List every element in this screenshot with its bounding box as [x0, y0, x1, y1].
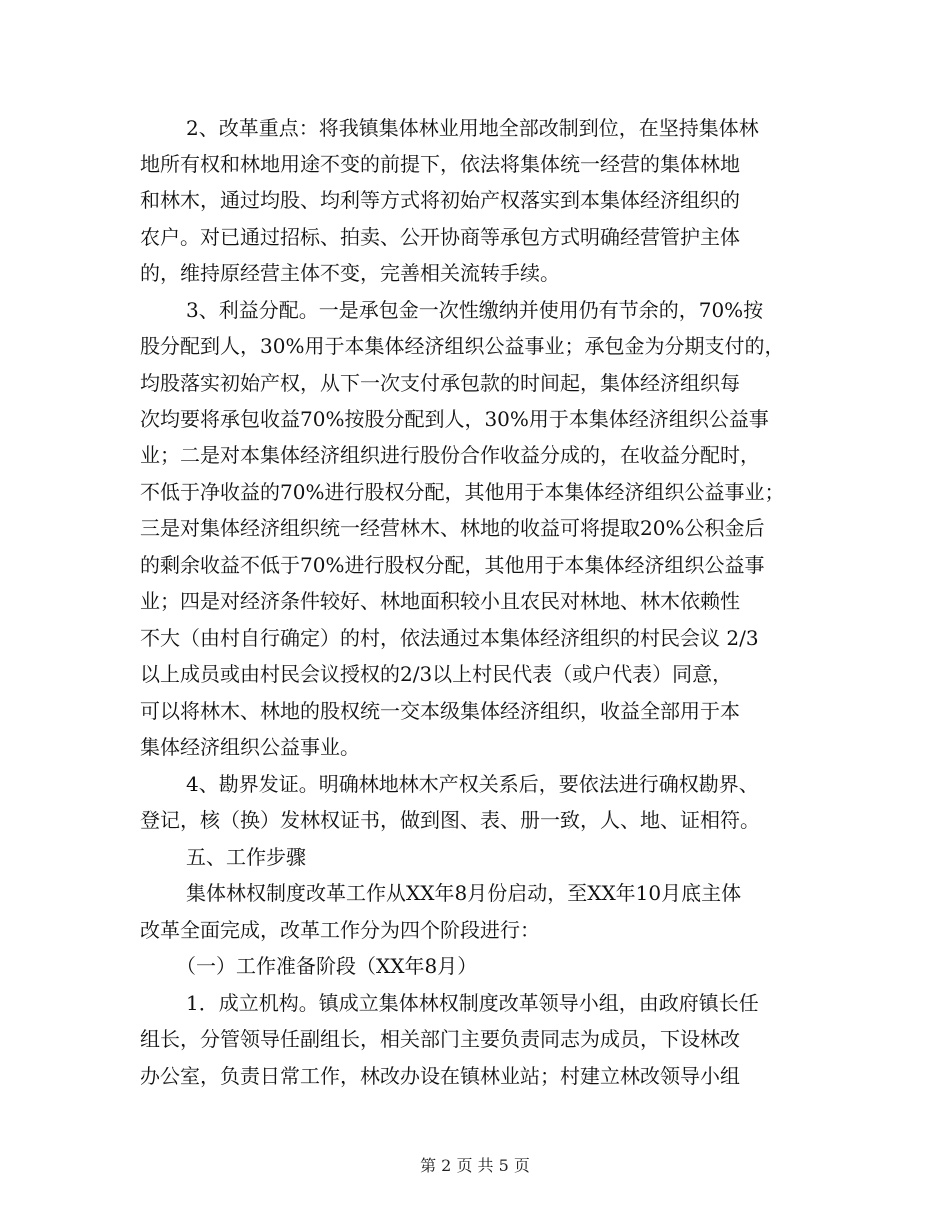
text-line: 登记，核（换）发林权证书，做到图、表、册一致，人、地、证相符。	[140, 808, 760, 832]
text-line: 可以将林木、林地的股权统一交本级集体经济组织，收益全部用于本	[140, 699, 740, 723]
text-line: 集体林权制度改革工作从XX年8月份启动，至XX年10月底主体	[186, 881, 742, 905]
text-line: 集体经济组织公益事业。	[140, 735, 360, 759]
section-heading: 五、工作步骤	[186, 845, 306, 869]
text-line: 农户。对已通过招标、拍卖、公开协商等承包方式明确经营管护主体	[140, 225, 740, 249]
text-line: 三是对集体经济组织统一经营林木、林地的收益可将提取20%公积金后	[140, 516, 765, 540]
text-line: 以上成员或由村民会议授权的2/3以上村民代表（或户代表）同意，	[140, 662, 733, 686]
text-line: 业；二是对本集体经济组织进行股份合作收益分成的，在收益分配时，	[140, 443, 760, 467]
text-line: 业；四是对经济条件较好、林地面积较小且农民对林地、林木依赖性	[140, 589, 740, 613]
page-footer: 第 2 页 共 5 页	[420, 1156, 530, 1175]
text-line: 4、勘界发证。明确林地林木产权关系后，要依法进行确权勘界、	[186, 772, 759, 796]
text-line: 改革全面完成，改革工作分为四个阶段进行：	[140, 918, 540, 942]
text-line: 的剩余收益不低于70%进行股权分配，其他用于本集体经济组织公益事	[140, 553, 765, 577]
text-line: 不低于净收益的70%进行股权分配，其他用于本集体经济组织公益事业；	[140, 480, 785, 504]
text-line: 组长，分管领导任副组长，相关部门主要负责同志为成员，下设林改	[140, 1027, 740, 1051]
text-line: 股分配到人，30%用于本集体经济组织公益事业；承包金为分期支付的，	[140, 334, 785, 358]
text-line: 和林木，通过均股、均利等方式将初始产权落实到本集体经济组织的	[140, 188, 740, 212]
text-line: 不大（由村自行确定）的村，依法通过本集体经济组织的村民会议 2/3	[140, 626, 759, 650]
text-line: 地所有权和林地用途不变的前提下，依法将集体统一经营的集体林地	[140, 152, 740, 176]
text-line: 的，维持原经营主体不变，完善相关流转手续。	[140, 261, 560, 285]
text-line: 3、利益分配。一是承包金一次性缴纳并使用仍有节余的，70%按	[186, 298, 764, 322]
text-line: 2、改革重点：将我镇集体林业用地全部改制到位，在坚持集体林	[186, 116, 759, 140]
text-line: 办公室，负责日常工作，林改办设在镇林业站；村建立林改领导小组	[140, 1064, 740, 1088]
text-line: 1．成立机构。镇成立集体林权制度改革领导小组，由政府镇长任	[186, 991, 759, 1015]
text-line: 均股落实初始产权，从下一次支付承包款的时间起，集体经济组织每	[140, 371, 740, 395]
subsection-heading: （一）工作准备阶段（XX年8月）	[176, 954, 478, 978]
text-line: 次均要将承包收益70%按股分配到人，30%用于本集体经济组织公益事	[140, 407, 769, 431]
